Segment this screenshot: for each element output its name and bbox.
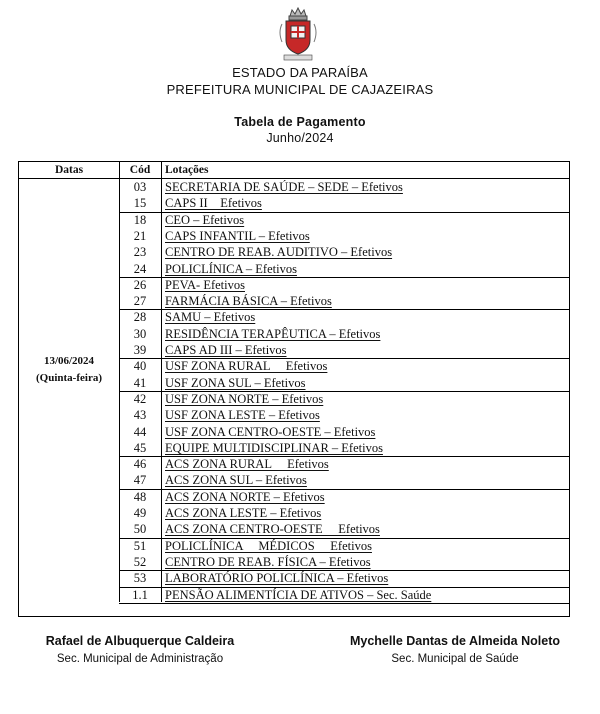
row-code: 15 [133, 196, 147, 211]
row-code: 44 [133, 424, 147, 439]
signatory-name: Rafael de Albuquerque Caldeira [45, 634, 235, 648]
row-lotacao: ACS ZONA RURAL Efetivos [165, 457, 329, 472]
row-code: 26 [133, 277, 147, 292]
row-code: 42 [133, 391, 147, 406]
signatory-role: Sec. Municipal de Administração [56, 653, 224, 665]
row-code: 50 [133, 522, 147, 537]
row-code: 24 [133, 261, 147, 276]
row-code: 48 [133, 489, 147, 504]
row-lotacao: PEVA- Efetivos [165, 277, 245, 292]
row-lotacao: POLICLÍNICA – Efetivos [165, 261, 297, 276]
row-lotacao: CENTRO DE REAB. FÍSICA – Efetivos [165, 554, 371, 569]
row-code: 40 [133, 359, 147, 374]
row-code: 51 [133, 538, 147, 553]
payment-date: 13/06/2024 [43, 355, 95, 367]
column-header-code: Cód [129, 164, 151, 176]
row-lotacao: POLICLÍNICA MÉDICOS Efetivos [165, 538, 372, 553]
row-code: 18 [133, 212, 147, 227]
row-code: 03 [133, 180, 147, 194]
row-code: 28 [133, 310, 147, 325]
row-lotacao: SAMU – Efetivos [165, 310, 256, 325]
row-lotacao: ACS ZONA NORTE – Efetivos [165, 489, 325, 504]
row-code: 1.1 [132, 587, 148, 602]
payment-weekday: (Quinta-feira) [36, 372, 102, 384]
row-lotacao: USF ZONA RURAL Efetivos [165, 359, 328, 374]
row-code: 46 [133, 457, 147, 472]
row-lotacao: CAPS AD III – Efetivos [165, 343, 287, 357]
state-name: ESTADO DA PARAÍBA [232, 65, 368, 80]
signature-block-health [330, 634, 580, 665]
row-lotacao: PENSÃO ALIMENTÍCIA DE ATIVOS – Sec. Saúde [165, 587, 432, 602]
row-divider [119, 603, 569, 604]
column-divider [161, 162, 162, 602]
row-code: 41 [133, 375, 147, 390]
row-code: 53 [133, 571, 147, 586]
table-title: Tabela de Pagamento [234, 115, 366, 129]
row-lotacao: RESIDÊNCIA TERAPÊUTICA – Efetivos [165, 326, 381, 341]
row-lotacao: USF ZONA LESTE – Efetivos [165, 408, 320, 423]
row-lotacao: CAPS INFANTIL – Efetivos [165, 228, 310, 243]
table-period: Junho/2024 [266, 131, 334, 145]
row-code: 45 [133, 440, 147, 455]
row-lotacao: USF ZONA SUL – Efetivos [165, 375, 306, 390]
row-code: 30 [133, 326, 147, 341]
row-lotacao: CAPS II Efetivos [165, 196, 262, 211]
row-lotacao: ACS ZONA CENTRO-OESTE Efetivos [165, 522, 380, 537]
column-header-dates: Datas [54, 164, 84, 176]
row-code: 23 [133, 245, 147, 260]
row-lotacao: LABORATÓRIO POLICLÍNICA – Efetivos [165, 571, 389, 586]
row-lotacao: USF ZONA CENTRO-OESTE – Efetivos [165, 424, 376, 439]
column-header-lotacoes: Lotações [165, 164, 209, 176]
payment-table [18, 161, 570, 617]
signatory-name: Mychelle Dantas de Almeida Noleto [349, 634, 560, 648]
coat-of-arms-icon [276, 6, 320, 62]
row-lotacao: SECRETARIA DE SAÚDE – SEDE – Efetivos [165, 180, 403, 194]
row-code: 52 [133, 554, 147, 569]
row-code: 49 [133, 506, 147, 520]
signatory-role: Sec. Municipal de Saúde [391, 653, 519, 665]
row-lotacao: CENTRO DE REAB. AUDITIVO – Efetivos [165, 245, 393, 260]
row-lotacao: ACS ZONA SUL – Efetivos [165, 473, 307, 488]
row-lotacao: EQUIPE MULTIDISCIPLINAR – Efetivos [165, 440, 383, 455]
prefecture-name: PREFEITURA MUNICIPAL DE CAJAZEIRAS [166, 82, 434, 97]
row-code: 39 [133, 343, 147, 357]
row-lotacao: CEO – Efetivos [165, 212, 245, 227]
row-code: 47 [133, 473, 147, 488]
row-lotacao: FARMÁCIA BÁSICA – Efetivos [165, 294, 332, 309]
row-lotacao: USF ZONA NORTE – Efetivos [165, 391, 324, 406]
row-code: 21 [133, 228, 147, 243]
row-code: 27 [133, 294, 147, 309]
row-code: 43 [133, 408, 147, 423]
signature-block-administration [24, 634, 256, 665]
row-lotacao: ACS ZONA LESTE – Efetivos [165, 506, 322, 520]
